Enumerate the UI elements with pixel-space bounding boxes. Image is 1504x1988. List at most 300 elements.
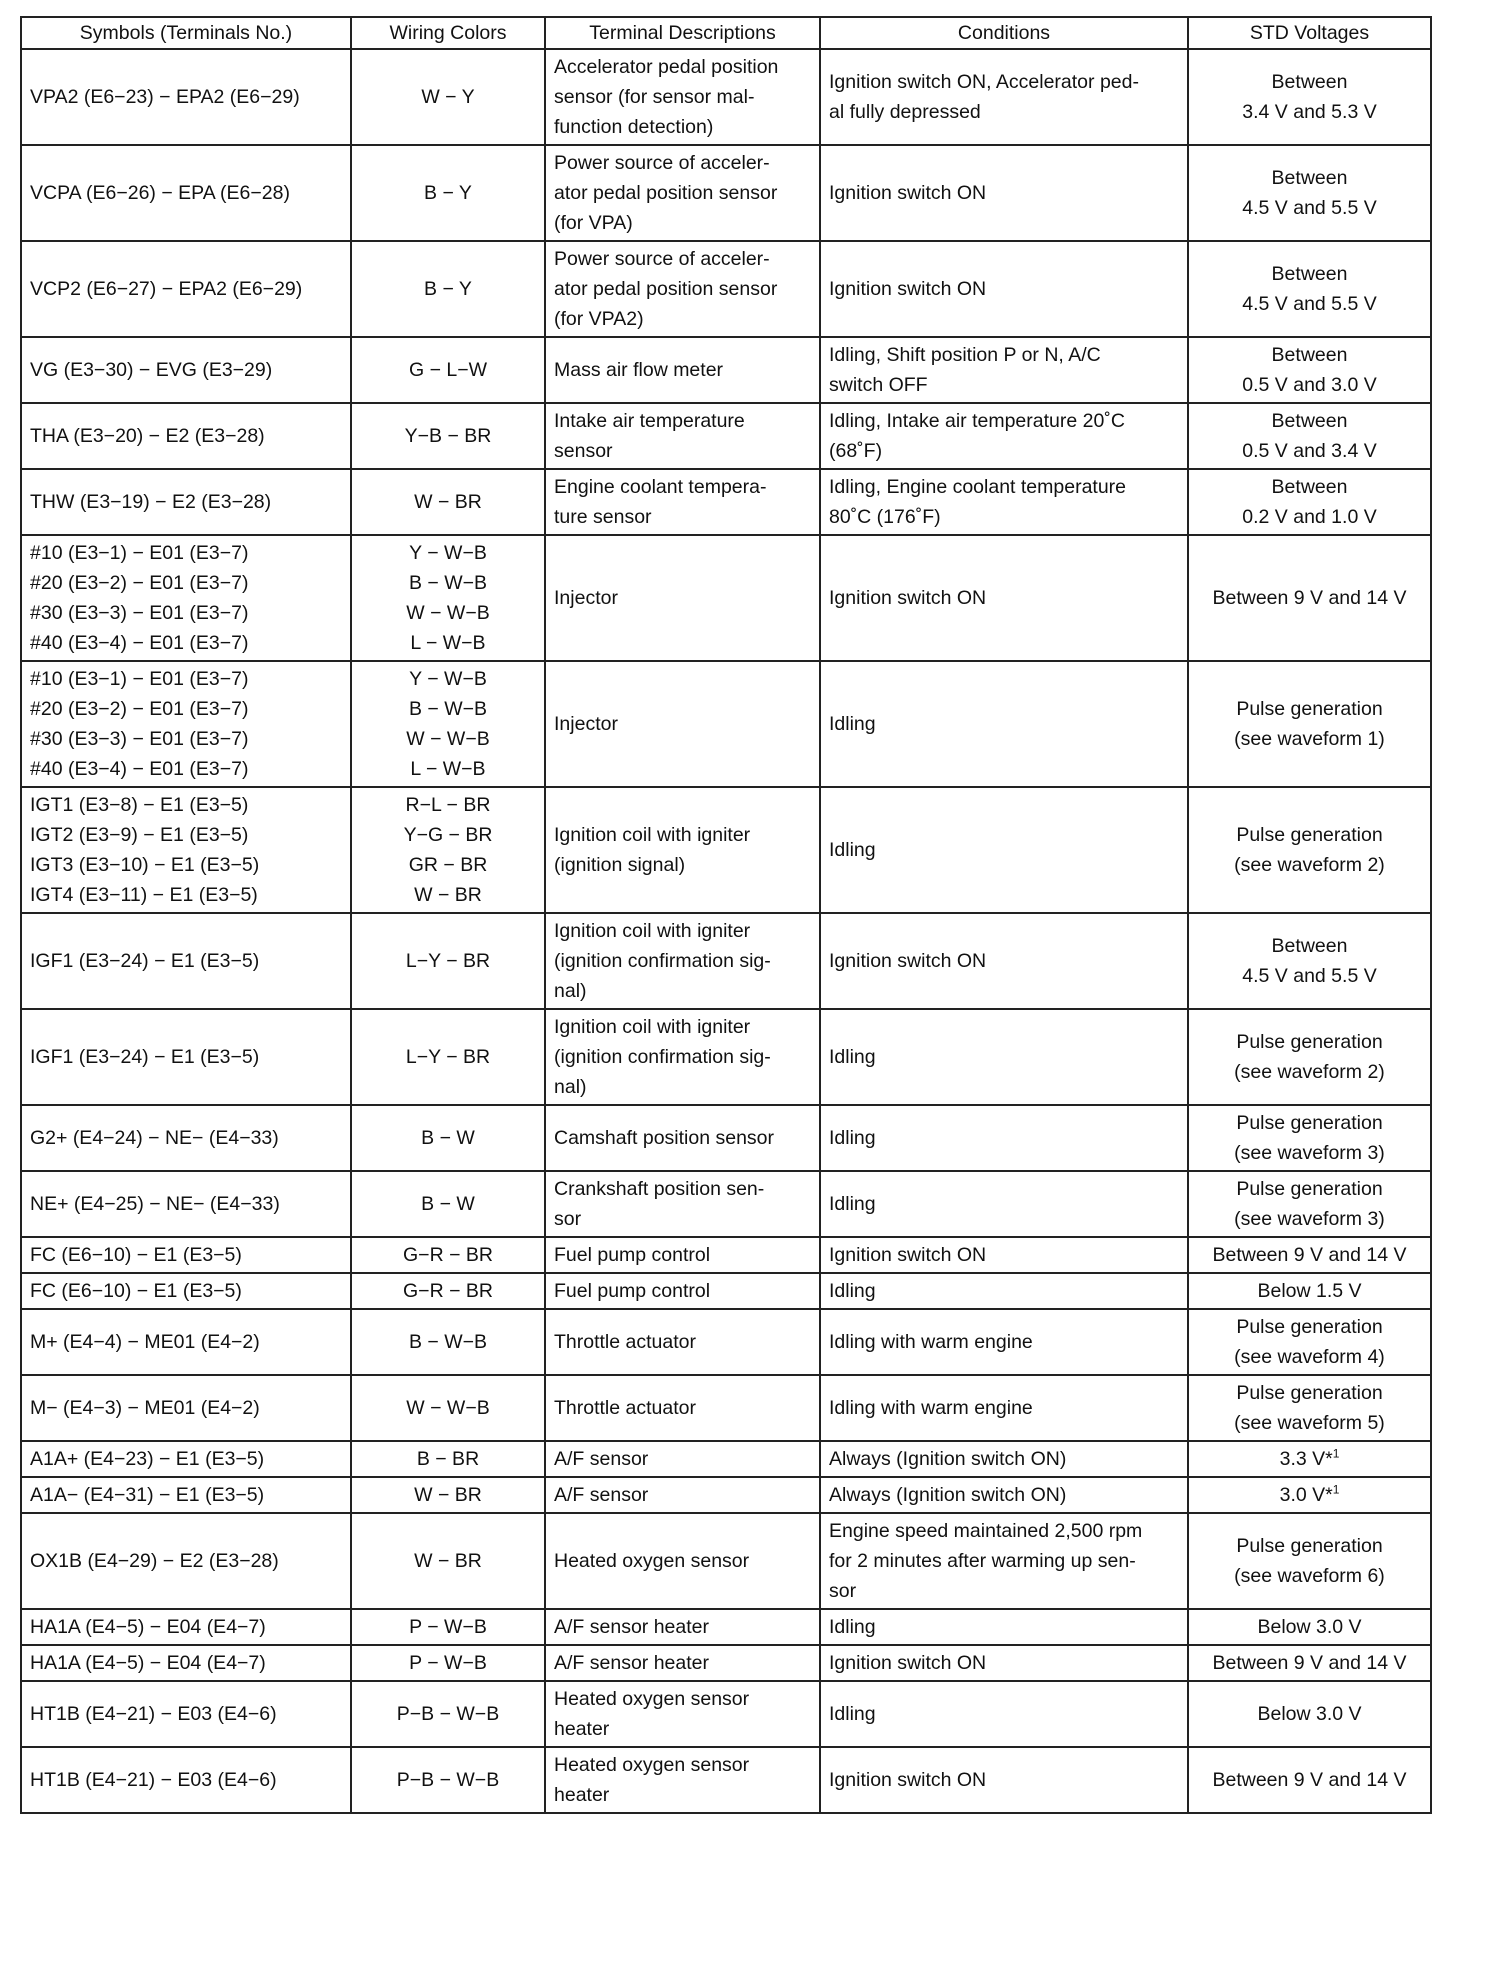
conditions-cell xyxy=(820,1441,1188,1477)
table-row xyxy=(21,1009,1431,1105)
cell-line: sor xyxy=(554,1208,582,1230)
table-row xyxy=(21,1441,1431,1477)
symbols-cell xyxy=(21,1171,351,1237)
cell-line: B − W−B xyxy=(408,572,488,594)
footnote-marker: 1 xyxy=(1332,1482,1340,1497)
description-cell xyxy=(545,661,820,787)
cell-line: Intake air temperature xyxy=(554,410,745,432)
symbols-cell xyxy=(21,145,351,241)
cell-line: Ignition switch ON xyxy=(829,950,987,972)
cell-line: sensor (for sensor mal- xyxy=(554,86,755,108)
cell-line: Always (Ignition switch ON) xyxy=(829,1484,1067,1506)
cell-line: sensor xyxy=(554,440,613,462)
symbols-cell xyxy=(21,787,351,913)
cell-line: (see waveform 2) xyxy=(1234,854,1385,876)
cell-line: (for VPA2) xyxy=(554,308,644,330)
table-row xyxy=(21,469,1431,535)
cell-line: G−R − BR xyxy=(403,1244,493,1266)
symbols-cell xyxy=(21,1441,351,1477)
cell-line: Injector xyxy=(554,713,618,735)
header-std-voltages: STD Voltages xyxy=(1188,17,1431,49)
cell-line: Fuel pump control xyxy=(554,1280,711,1302)
std-voltage-cell xyxy=(1188,241,1431,337)
cell-line: A/F sensor heater xyxy=(554,1616,709,1638)
cell-line: A/F sensor xyxy=(554,1484,649,1506)
description-cell xyxy=(545,787,820,913)
conditions-cell xyxy=(820,1273,1188,1309)
cell-line: Accelerator pedal position xyxy=(554,56,779,78)
cell-line: B − W−B xyxy=(408,698,488,720)
wiring-colors-cell xyxy=(351,661,545,787)
cell-line: Ignition coil with igniter xyxy=(554,824,751,846)
cell-line: Between 9 V and 14 V xyxy=(1212,1769,1407,1791)
cell-line: HT1B (E4−21) − E03 (E4−6) xyxy=(30,1703,277,1725)
table-row xyxy=(21,1747,1431,1813)
cell-line: (68˚F) xyxy=(829,440,883,462)
cell-line: W − W−B xyxy=(406,1397,490,1419)
conditions-cell xyxy=(820,1237,1188,1273)
table-row xyxy=(21,1171,1431,1237)
header-conditions: Conditions xyxy=(820,17,1188,49)
cell-line: Between xyxy=(1271,71,1348,93)
cell-line: Camshaft position sensor xyxy=(554,1127,775,1149)
cell-line: P−B − W−B xyxy=(396,1769,500,1791)
cell-line: 0.2 V and 1.0 V xyxy=(1242,506,1377,528)
cell-line: Idling, Engine coolant temperature xyxy=(829,476,1127,498)
header-wiring-colors: Wiring Colors xyxy=(351,17,545,49)
description-cell xyxy=(545,913,820,1009)
cell-line: A1A− (E4−31) − E1 (E3−5) xyxy=(30,1484,265,1506)
cell-line: 0.5 V and 3.4 V xyxy=(1242,440,1377,462)
conditions-cell xyxy=(820,1609,1188,1645)
cell-line: Ignition switch ON xyxy=(829,278,987,300)
cell-line: Ignition coil with igniter xyxy=(554,920,751,942)
cell-line: 3.3 V* xyxy=(1279,1448,1333,1470)
symbols-cell xyxy=(21,337,351,403)
symbols-cell xyxy=(21,661,351,787)
cell-line: VCPA (E6−26) − EPA (E6−28) xyxy=(30,182,290,204)
conditions-cell xyxy=(820,1645,1188,1681)
cell-line: heater xyxy=(554,1718,610,1740)
cell-line: Engine speed maintained 2,500 rpm xyxy=(829,1520,1143,1542)
conditions-cell xyxy=(820,1747,1188,1813)
cell-line: IGF1 (E3−24) − E1 (E3−5) xyxy=(30,1046,260,1068)
description-cell xyxy=(545,1375,820,1441)
wiring-colors-cell xyxy=(351,145,545,241)
std-voltage-cell xyxy=(1188,49,1431,145)
cell-line: Heated oxygen sensor xyxy=(554,1754,750,1776)
wiring-colors-cell xyxy=(351,1273,545,1309)
cell-line: A/F sensor xyxy=(554,1448,649,1470)
symbols-cell xyxy=(21,403,351,469)
table-row xyxy=(21,1105,1431,1171)
cell-line: Idling xyxy=(829,1616,876,1638)
cell-line: Idling, Shift position P or N, A/C xyxy=(829,344,1101,366)
footnote-marker: 1 xyxy=(1332,1446,1340,1461)
wiring-colors-cell xyxy=(351,403,545,469)
voltage-with-footnote xyxy=(1197,1444,1422,1474)
cell-line: (see waveform 3) xyxy=(1234,1142,1385,1164)
cell-line: G2+ (E4−24) − NE− (E4−33) xyxy=(30,1127,279,1149)
cell-line: Y − W−B xyxy=(409,542,487,564)
std-voltage-cell xyxy=(1188,1513,1431,1609)
cell-line: Power source of acceler- xyxy=(554,248,770,270)
cell-line: VG (E3−30) − EVG (E3−29) xyxy=(30,359,273,381)
description-cell xyxy=(545,1477,820,1513)
cell-line: Y−G − BR xyxy=(403,824,493,846)
cell-line: #40 (E3−4) − E01 (E3−7) xyxy=(30,758,249,780)
symbols-cell xyxy=(21,1009,351,1105)
symbols-cell xyxy=(21,535,351,661)
wiring-colors-cell xyxy=(351,1375,545,1441)
cell-line: Power source of acceler- xyxy=(554,152,770,174)
wiring-colors-cell xyxy=(351,241,545,337)
std-voltage-cell xyxy=(1188,1645,1431,1681)
cell-line: 4.5 V and 5.5 V xyxy=(1242,197,1377,219)
cell-line: nal) xyxy=(554,980,587,1002)
cell-line: sor xyxy=(829,1580,857,1602)
conditions-cell xyxy=(820,337,1188,403)
wiring-colors-cell xyxy=(351,1105,545,1171)
cell-line: Between xyxy=(1271,167,1348,189)
cell-line: (see waveform 5) xyxy=(1234,1412,1385,1434)
std-voltage-cell xyxy=(1188,1237,1431,1273)
cell-line: Between xyxy=(1271,344,1348,366)
cell-line: (see waveform 3) xyxy=(1234,1208,1385,1230)
cell-line: IGT2 (E3−9) − E1 (E3−5) xyxy=(30,824,249,846)
cell-line: Throttle actuator xyxy=(554,1397,696,1419)
table-row xyxy=(21,535,1431,661)
cell-line: B − BR xyxy=(416,1448,480,1470)
cell-line: B − W xyxy=(421,1193,475,1215)
cell-line: Ignition coil with igniter xyxy=(554,1016,751,1038)
symbols-cell xyxy=(21,469,351,535)
description-cell xyxy=(545,1105,820,1171)
cell-line: W − BR xyxy=(414,1550,482,1572)
wiring-colors-cell xyxy=(351,49,545,145)
cell-line: (ignition confirmation sig- xyxy=(554,950,771,972)
std-voltage-cell xyxy=(1188,1009,1431,1105)
cell-line: Below 1.5 V xyxy=(1257,1280,1362,1302)
conditions-cell xyxy=(820,469,1188,535)
cell-line: Ignition switch ON xyxy=(829,182,987,204)
cell-line: #30 (E3−3) − E01 (E3−7) xyxy=(30,602,249,624)
cell-line: M+ (E4−4) − ME01 (E4−2) xyxy=(30,1331,260,1353)
cell-line: W − Y xyxy=(421,86,475,108)
cell-line: M− (E4−3) − ME01 (E4−2) xyxy=(30,1397,260,1419)
std-voltage-cell xyxy=(1188,145,1431,241)
symbols-cell xyxy=(21,913,351,1009)
table-row xyxy=(21,1309,1431,1375)
cell-line: #40 (E3−4) − E01 (E3−7) xyxy=(30,632,249,654)
cell-line: Between xyxy=(1271,935,1348,957)
voltage-with-footnote xyxy=(1197,1480,1422,1510)
cell-line: Heated oxygen sensor xyxy=(554,1688,750,1710)
cell-line: 80˚C (176˚F) xyxy=(829,506,941,528)
conditions-cell xyxy=(820,49,1188,145)
description-cell xyxy=(545,1309,820,1375)
symbols-cell xyxy=(21,241,351,337)
cell-line: A/F sensor heater xyxy=(554,1652,709,1674)
std-voltage-cell xyxy=(1188,1681,1431,1747)
cell-line: Idling, Intake air temperature 20˚C xyxy=(829,410,1125,432)
cell-line: Pulse generation xyxy=(1236,1178,1383,1200)
cell-line: 0.5 V and 3.0 V xyxy=(1242,374,1377,396)
std-voltage-cell xyxy=(1188,1441,1431,1477)
cell-line: Idling xyxy=(829,1193,876,1215)
description-cell xyxy=(545,1237,820,1273)
table-row xyxy=(21,1609,1431,1645)
cell-line: (for VPA) xyxy=(554,212,633,234)
cell-line: Idling xyxy=(829,1280,876,1302)
cell-line: B − W xyxy=(421,1127,475,1149)
symbols-cell xyxy=(21,1237,351,1273)
cell-line: FC (E6−10) − E1 (E3−5) xyxy=(30,1244,242,1266)
std-voltage-cell xyxy=(1188,337,1431,403)
conditions-cell xyxy=(820,913,1188,1009)
wiring-colors-cell xyxy=(351,1747,545,1813)
cell-line: for 2 minutes after warming up sen- xyxy=(829,1550,1136,1572)
table-row xyxy=(21,787,1431,913)
table-row xyxy=(21,1513,1431,1609)
std-voltage-cell xyxy=(1188,913,1431,1009)
cell-line: Mass air flow meter xyxy=(554,359,724,381)
description-cell xyxy=(545,1609,820,1645)
cell-line: Pulse generation xyxy=(1236,1316,1383,1338)
cell-line: #30 (E3−3) − E01 (E3−7) xyxy=(30,728,249,750)
cell-line: Heated oxygen sensor xyxy=(554,1550,750,1572)
cell-line: Idling xyxy=(829,1703,876,1725)
cell-line: al fully depressed xyxy=(829,101,981,123)
cell-line: #10 (E3−1) − E01 (E3−7) xyxy=(30,542,249,564)
table-row xyxy=(21,1375,1431,1441)
wiring-colors-cell xyxy=(351,337,545,403)
description-cell xyxy=(545,469,820,535)
conditions-cell xyxy=(820,1477,1188,1513)
cell-line: Pulse generation xyxy=(1236,1535,1383,1557)
table-row xyxy=(21,1477,1431,1513)
cell-line: P − W−B xyxy=(409,1652,487,1674)
description-cell xyxy=(545,535,820,661)
cell-line: HT1B (E4−21) − E03 (E4−6) xyxy=(30,1769,277,1791)
conditions-cell xyxy=(820,1513,1188,1609)
cell-line: W − W−B xyxy=(406,602,490,624)
cell-line: Idling xyxy=(829,1046,876,1068)
cell-line: B − Y xyxy=(424,182,472,204)
cell-line: Pulse generation xyxy=(1236,1382,1383,1404)
conditions-cell xyxy=(820,241,1188,337)
header-symbols: Symbols (Terminals No.) xyxy=(21,17,351,49)
cell-line: Between 9 V and 14 V xyxy=(1212,587,1407,609)
wiring-colors-cell xyxy=(351,1237,545,1273)
cell-line: ator pedal position sensor xyxy=(554,278,778,300)
conditions-cell xyxy=(820,1171,1188,1237)
cell-line: (see waveform 1) xyxy=(1234,728,1385,750)
table-row xyxy=(21,145,1431,241)
cell-line: 3.0 V* xyxy=(1279,1484,1333,1506)
wiring-colors-cell xyxy=(351,787,545,913)
std-voltage-cell xyxy=(1188,1375,1431,1441)
cell-line: R−L − BR xyxy=(405,794,491,816)
cell-line: IGT1 (E3−8) − E1 (E3−5) xyxy=(30,794,249,816)
description-cell xyxy=(545,1273,820,1309)
cell-line: Pulse generation xyxy=(1236,1112,1383,1134)
cell-line: heater xyxy=(554,1784,610,1806)
std-voltage-cell xyxy=(1188,1609,1431,1645)
cell-line: Y − W−B xyxy=(409,668,487,690)
wiring-colors-cell xyxy=(351,1645,545,1681)
cell-line: function detection) xyxy=(554,116,714,138)
cell-line: 3.4 V and 5.3 V xyxy=(1242,101,1377,123)
cell-line: W − BR xyxy=(414,884,482,906)
std-voltage-cell xyxy=(1188,1273,1431,1309)
cell-line: THA (E3−20) − E2 (E3−28) xyxy=(30,425,265,447)
cell-line: HA1A (E4−5) − E04 (E4−7) xyxy=(30,1616,266,1638)
wiring-colors-cell xyxy=(351,1513,545,1609)
description-cell xyxy=(545,1747,820,1813)
cell-line: IGT3 (E3−10) − E1 (E3−5) xyxy=(30,854,260,876)
cell-line: Between xyxy=(1271,410,1348,432)
symbols-cell xyxy=(21,1309,351,1375)
cell-line: Between xyxy=(1271,263,1348,285)
cell-line: P − W−B xyxy=(409,1616,487,1638)
symbols-cell xyxy=(21,1681,351,1747)
cell-line: Crankshaft position sen- xyxy=(554,1178,765,1200)
table-row xyxy=(21,403,1431,469)
conditions-cell xyxy=(820,1375,1188,1441)
std-voltage-cell xyxy=(1188,1747,1431,1813)
cell-line: VCP2 (E6−27) − EPA2 (E6−29) xyxy=(30,278,303,300)
std-voltage-cell xyxy=(1188,1477,1431,1513)
std-voltage-cell xyxy=(1188,1309,1431,1375)
cell-line: A1A+ (E4−23) − E1 (E3−5) xyxy=(30,1448,265,1470)
cell-line: VPA2 (E6−23) − EPA2 (E6−29) xyxy=(30,86,300,108)
cell-line: (ignition signal) xyxy=(554,854,686,876)
cell-line: Fuel pump control xyxy=(554,1244,711,1266)
wiring-colors-cell xyxy=(351,1009,545,1105)
description-cell xyxy=(545,1441,820,1477)
description-cell xyxy=(545,1171,820,1237)
cell-line: Below 3.0 V xyxy=(1257,1703,1362,1725)
cell-line: ator pedal position sensor xyxy=(554,182,778,204)
conditions-cell xyxy=(820,1309,1188,1375)
cell-line: FC (E6−10) − E1 (E3−5) xyxy=(30,1280,242,1302)
table-row xyxy=(21,661,1431,787)
cell-line: G−R − BR xyxy=(403,1280,493,1302)
cell-line: B − Y xyxy=(424,278,472,300)
cell-line: W − W−B xyxy=(406,728,490,750)
symbols-cell xyxy=(21,49,351,145)
conditions-cell xyxy=(820,787,1188,913)
cell-line: Ignition switch ON xyxy=(829,1652,987,1674)
std-voltage-cell xyxy=(1188,535,1431,661)
cell-line: Between xyxy=(1271,476,1348,498)
cell-line: #20 (E3−2) − E01 (E3−7) xyxy=(30,572,249,594)
description-cell xyxy=(545,1645,820,1681)
std-voltage-cell xyxy=(1188,469,1431,535)
cell-line: (see waveform 2) xyxy=(1234,1061,1385,1083)
cell-line: Pulse generation xyxy=(1236,698,1383,720)
description-cell xyxy=(545,1513,820,1609)
cell-line: Idling xyxy=(829,713,876,735)
cell-line: Injector xyxy=(554,587,618,609)
cell-line: (see waveform 4) xyxy=(1234,1346,1385,1368)
terminal-voltage-table xyxy=(20,16,1432,1814)
description-cell xyxy=(545,145,820,241)
cell-line: L − W−B xyxy=(410,758,486,780)
wiring-colors-cell xyxy=(351,1681,545,1747)
cell-line: nal) xyxy=(554,1076,587,1098)
conditions-cell xyxy=(820,661,1188,787)
cell-line: Ignition switch ON xyxy=(829,1244,987,1266)
cell-line: #20 (E3−2) − E01 (E3−7) xyxy=(30,698,249,720)
symbols-cell xyxy=(21,1273,351,1309)
symbols-cell xyxy=(21,1477,351,1513)
symbols-cell xyxy=(21,1513,351,1609)
cell-line: (ignition confirmation sig- xyxy=(554,1046,771,1068)
table-row xyxy=(21,1273,1431,1309)
table-body xyxy=(21,49,1431,1813)
wiring-colors-cell xyxy=(351,1309,545,1375)
cell-line: Ignition switch ON, Accelerator ped- xyxy=(829,71,1139,93)
std-voltage-cell xyxy=(1188,787,1431,913)
cell-line: Idling with warm engine xyxy=(829,1397,1033,1419)
symbols-cell xyxy=(21,1747,351,1813)
cell-line: OX1B (E4−29) − E2 (E3−28) xyxy=(30,1550,279,1572)
cell-line: 4.5 V and 5.5 V xyxy=(1242,293,1377,315)
cell-line: GR − BR xyxy=(408,854,488,876)
conditions-cell xyxy=(820,145,1188,241)
description-cell xyxy=(545,241,820,337)
cell-line: Y−B − BR xyxy=(404,425,492,447)
cell-line: G − L−W xyxy=(408,359,488,381)
cell-line: ture sensor xyxy=(554,506,652,528)
cell-line: W − BR xyxy=(414,491,482,513)
wiring-colors-cell xyxy=(351,1441,545,1477)
cell-line: (see waveform 6) xyxy=(1234,1565,1385,1587)
conditions-cell xyxy=(820,535,1188,661)
cell-line: THW (E3−19) − E2 (E3−28) xyxy=(30,491,272,513)
table-row xyxy=(21,241,1431,337)
conditions-cell xyxy=(820,1105,1188,1171)
cell-line: Between 9 V and 14 V xyxy=(1212,1652,1407,1674)
cell-line: W − BR xyxy=(414,1484,482,1506)
cell-line: Engine coolant tempera- xyxy=(554,476,767,498)
description-cell xyxy=(545,337,820,403)
wiring-colors-cell xyxy=(351,1477,545,1513)
cell-line: switch OFF xyxy=(829,374,928,396)
symbols-cell xyxy=(21,1609,351,1645)
cell-line: L−Y − BR xyxy=(405,950,491,972)
cell-line: IGT4 (E3−11) − E1 (E3−5) xyxy=(30,884,258,906)
table-row xyxy=(21,913,1431,1009)
std-voltage-cell xyxy=(1188,1105,1431,1171)
cell-line: Pulse generation xyxy=(1236,824,1383,846)
cell-line: Below 3.0 V xyxy=(1257,1616,1362,1638)
table-row xyxy=(21,337,1431,403)
cell-line: Idling xyxy=(829,839,876,861)
conditions-cell xyxy=(820,1681,1188,1747)
description-cell xyxy=(545,403,820,469)
conditions-cell xyxy=(820,1009,1188,1105)
wiring-colors-cell xyxy=(351,469,545,535)
cell-line: Idling xyxy=(829,1127,876,1149)
table-row xyxy=(21,1681,1431,1747)
cell-line: Ignition switch ON xyxy=(829,1769,987,1791)
symbols-cell xyxy=(21,1645,351,1681)
cell-line: #10 (E3−1) − E01 (E3−7) xyxy=(30,668,249,690)
std-voltage-cell xyxy=(1188,661,1431,787)
